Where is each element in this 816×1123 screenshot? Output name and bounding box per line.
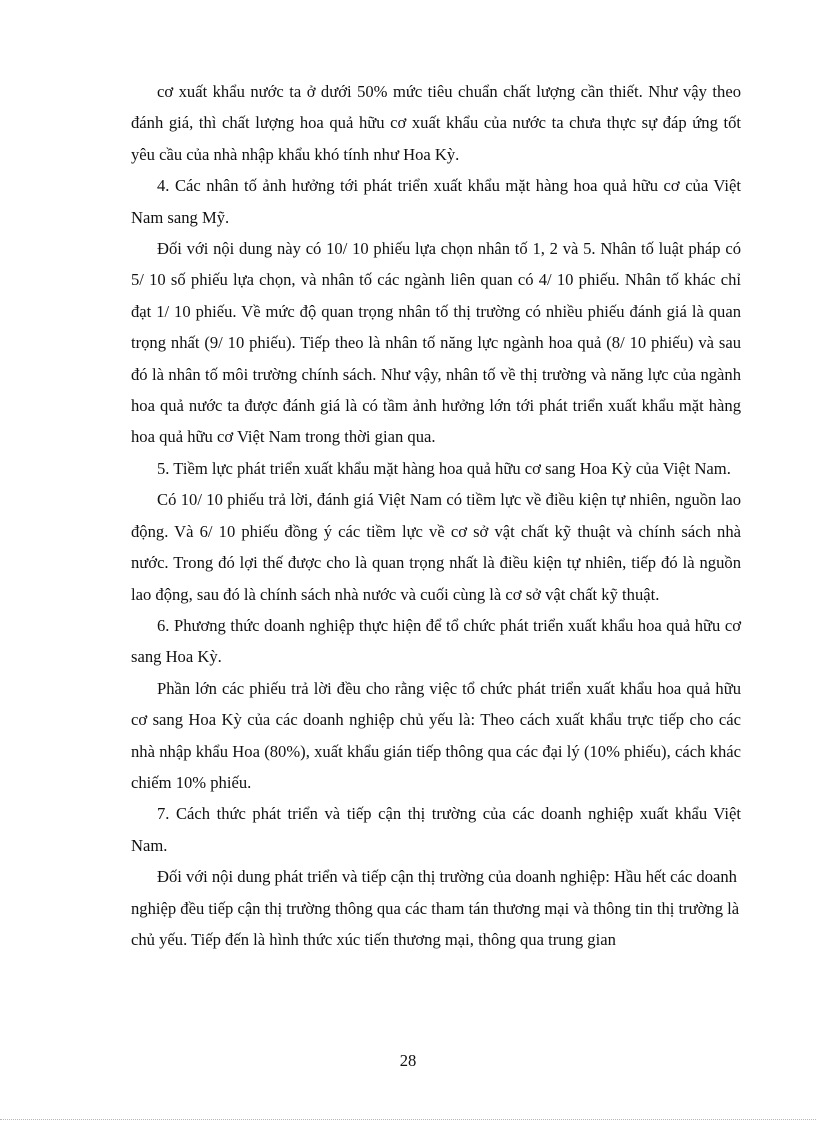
body-text [131, 76, 741, 955]
paragraph-continuation: cơ xuất khẩu nước ta ở dưới 50% mức tiêu chuẩn chất lượng cần thiết. Như vậy theo đánh giá, thì chất lượng hoa quả hữu cơ xuất khẩu của nước ta chưa thực sự đáp ứng tốt yêu cầu của nhà nhập khẩu khó tính như Hoa Kỳ. [131, 82, 741, 164]
section-heading-7: 7. Cách thức phát triển và tiếp cận thị trường của các doanh nghiệp xuất khẩu Việt Nam. [131, 804, 741, 855]
section-heading-4: 4. Các nhân tố ảnh hưởng tới phát triển xuất khẩu mặt hàng hoa quả hữu cơ của Việt Nam sang Mỹ. [131, 176, 741, 227]
paragraph-factors: Đối với nội dung này có 10/ 10 phiếu lựa chọn nhân tố 1, 2 và 5. Nhân tố luật pháp có 5/ 10 số phiếu lựa chọn, và nhân tố các ngành liên quan có 4/ 10 phiếu. Nhân tố khác chỉ đạt 1/ 10 phiếu. Về mức độ quan trọng nhân tố thị trường có nhiều phiếu đánh giá là quan trọng nhất (9/ 10 phiếu). Tiếp theo là nhân tố năng lực ngành hoa quả (8/ 10 phiếu) và sau đó là nhân tố môi trường chính sách. Như vậy, nhân tố về thị trường và năng lực của ngành hoa quả nước ta được đánh giá là có tầm ảnh hưởng lớn tới phát triển xuất khẩu mặt hàng hoa quả hữu cơ Việt Nam trong thời gian qua. [131, 239, 741, 447]
paragraph-market-access: Đối với nội dung phát triển và tiếp cận thị trường của doanh nghiệp: Hầu hết các doanh nghiệp đều tiếp cận thị trường thông qua các tham tán thương mại và thông tin thị trường là chủ yếu. Tiếp đến là hình thức xúc tiến thương mại, thông qua trung gian [131, 867, 740, 949]
section-heading-6: 6. Phương thức doanh nghiệp thực hiện để tổ chức phát triển xuất khẩu hoa quả hữu cơ sang Hoa Kỳ. [131, 615, 741, 667]
section-heading-5: 5. Tiềm lực phát triển xuất khẩu mặt hàng hoa quả hữu cơ sang Hoa Kỳ của Việt Nam. [157, 458, 731, 478]
page-number: 28 [399, 1051, 417, 1070]
paragraph-potential: Có 10/ 10 phiếu trả lời, đánh giá Việt Nam có tiềm lực về điều kiện tự nhiên, nguồn lao động. Và 6/ 10 phiếu đồng ý các tiềm lực về cơ sở vật chất kỹ thuật và chính sách nhà nước. Trong đó lợi thế được cho là quan trọng nhất là điều kiện tự nhiên, tiếp đó là nguồn lao động, sau đó là chính sách nhà nước và cuối cùng là cơ sở vật chất kỹ thuật. [131, 490, 741, 604]
paragraph-methods: Phần lớn các phiếu trả lời đều cho rằng việc tổ chức phát triển xuất khẩu hoa quả hữu cơ sang Hoa Kỳ của các doanh nghiệp chủ yếu là: Theo cách xuất khẩu trực tiếp cho các nhà nhập khẩu Hoa (80%), xuất khẩu gián tiếp thông qua các đại lý (10% phiếu), cách khác chiếm 10% phiếu. [131, 678, 741, 792]
page-bottom-divider [0, 1119, 816, 1120]
